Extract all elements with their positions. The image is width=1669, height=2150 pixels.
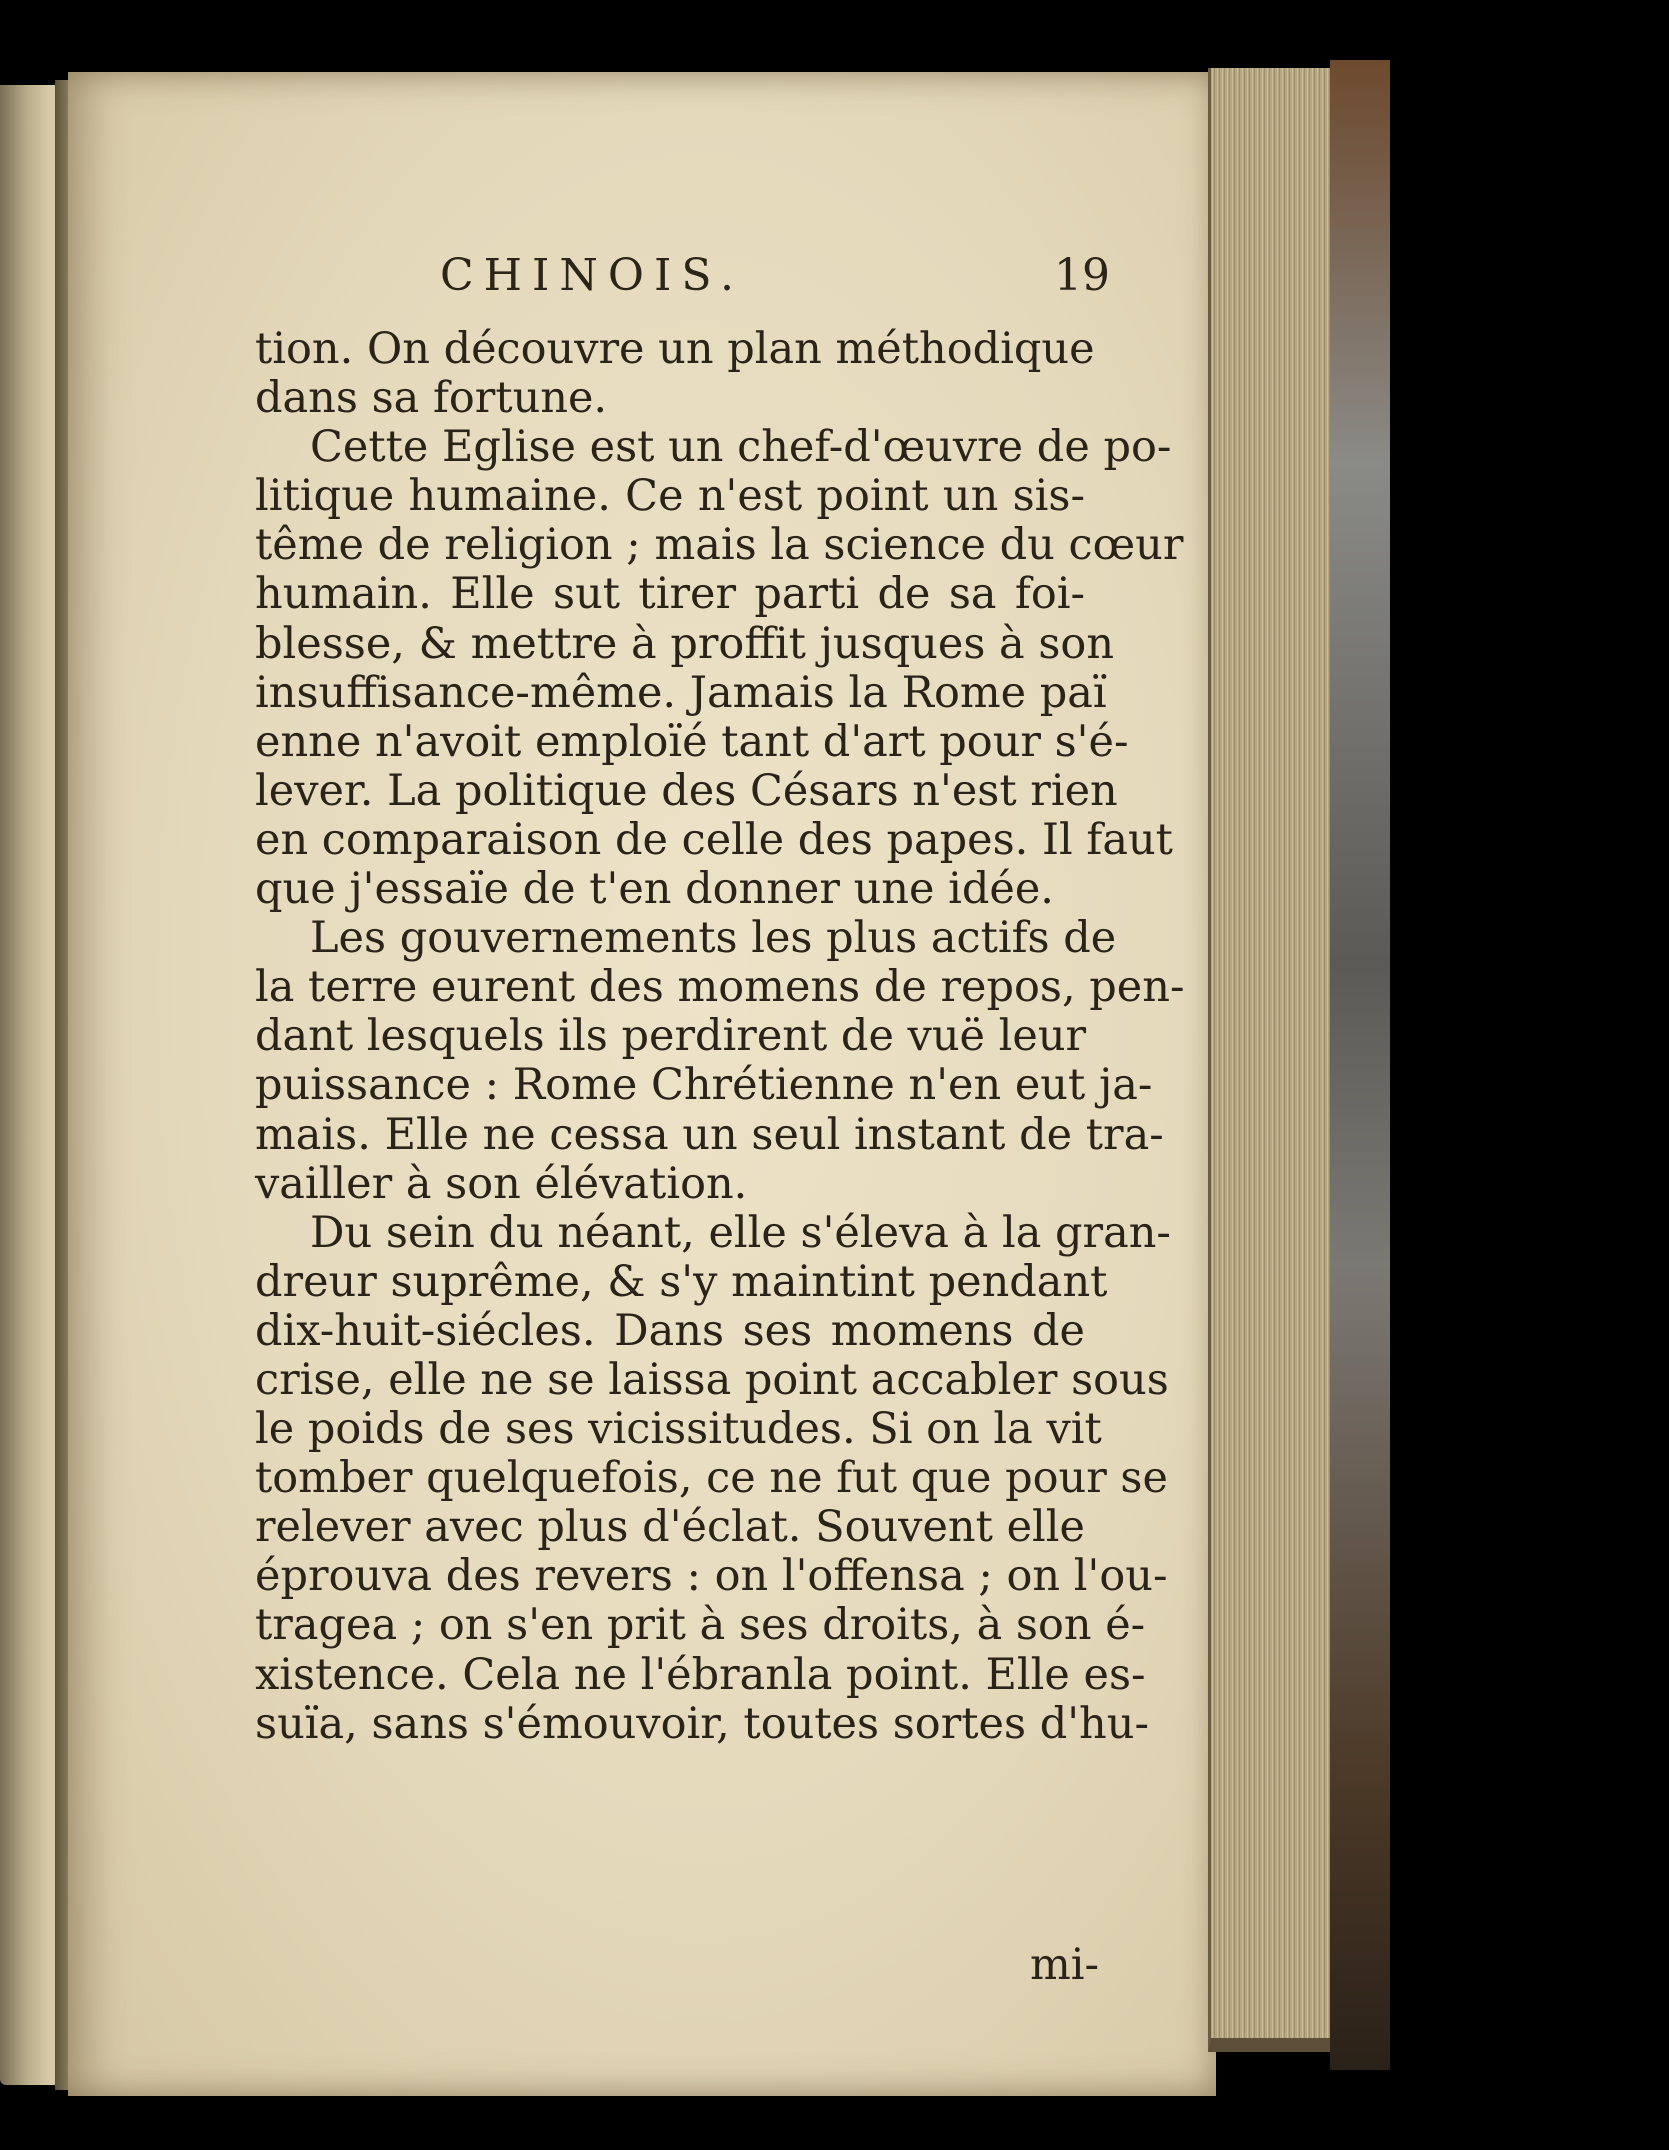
text-line: dant lesquels ils perdirent de vuë leur	[255, 1011, 1087, 1062]
text-line: que j'essaïe de t'en donner une idée.	[255, 864, 1054, 915]
text-line: tion. On découvre un plan méthodique	[255, 324, 1095, 374]
text-line: crise, elle ne se laissa point accabler sous	[255, 1354, 1169, 1405]
text-line: insuffisance-même. Jamais la Rome paï	[255, 667, 1107, 718]
text-line: Cette Eglise est un chef-d'œuvre de po-	[310, 422, 1172, 473]
book-cover-edge	[1330, 60, 1390, 2070]
page-header	[330, 250, 1130, 320]
text-line: puissance : Rome Chrétienne n'en eut ja-	[255, 1060, 1153, 1111]
text-line: dreur suprême, & s'y maintint pendant	[255, 1256, 1108, 1307]
text-line: tême de religion ; mais la science du cœur	[255, 520, 1184, 571]
running-title: CHINOIS.	[440, 250, 744, 301]
text-line: éprouva des revers : on l'offensa ; on l'ou-	[255, 1551, 1168, 1602]
text-line: dans sa fortune.	[255, 373, 608, 424]
text-line: lever. La politique des Césars n'est rien	[255, 765, 1118, 816]
text-line: enne n'avoit emploïé tant d'art pour s'é-	[255, 716, 1129, 767]
text-line: dix-huit-siécles. Dans ses momens de	[255, 1305, 1085, 1356]
text-line: relever avec plus d'éclat. Souvent elle	[255, 1502, 1085, 1553]
text-line: Les gouvernements les plus actifs de	[310, 913, 1117, 964]
body-text	[255, 324, 1185, 1749]
text-line: xistence. Cela ne l'ébranla point. Elle es-	[255, 1649, 1146, 1700]
text-line: en comparaison de celle des papes. Il faut	[255, 814, 1173, 865]
text-line: tomber quelquefois, ce ne fut que pour se	[255, 1453, 1168, 1504]
text-line: blesse, & mettre à proffit jusques à son	[255, 618, 1115, 669]
text-line: litique humaine. Ce n'est point un sis-	[255, 471, 1085, 522]
text-line: la terre eurent des momens de repos, pen-	[255, 962, 1185, 1013]
text-line: mais. Elle ne cessa un seul instant de tra-	[255, 1109, 1164, 1160]
text-line: tragea ; on s'en prit à ses droits, à son é-	[255, 1600, 1146, 1651]
text-line: suïa, sans s'émouvoir, toutes sortes d'hu-	[255, 1698, 1149, 1749]
text-line: humain. Elle sut tirer parti de sa foi-	[255, 569, 1085, 620]
catchword: mi-	[1030, 1940, 1100, 1990]
text-line: vailler à son élévation.	[255, 1158, 748, 1209]
text-line: le poids de ses vicissitudes. Si on la vit	[255, 1404, 1102, 1455]
text-line: Du sein du néant, elle s'éleva à la gran-	[310, 1207, 1171, 1258]
page-number: 19	[1054, 250, 1110, 301]
page-fore-edges	[1208, 68, 1346, 2052]
